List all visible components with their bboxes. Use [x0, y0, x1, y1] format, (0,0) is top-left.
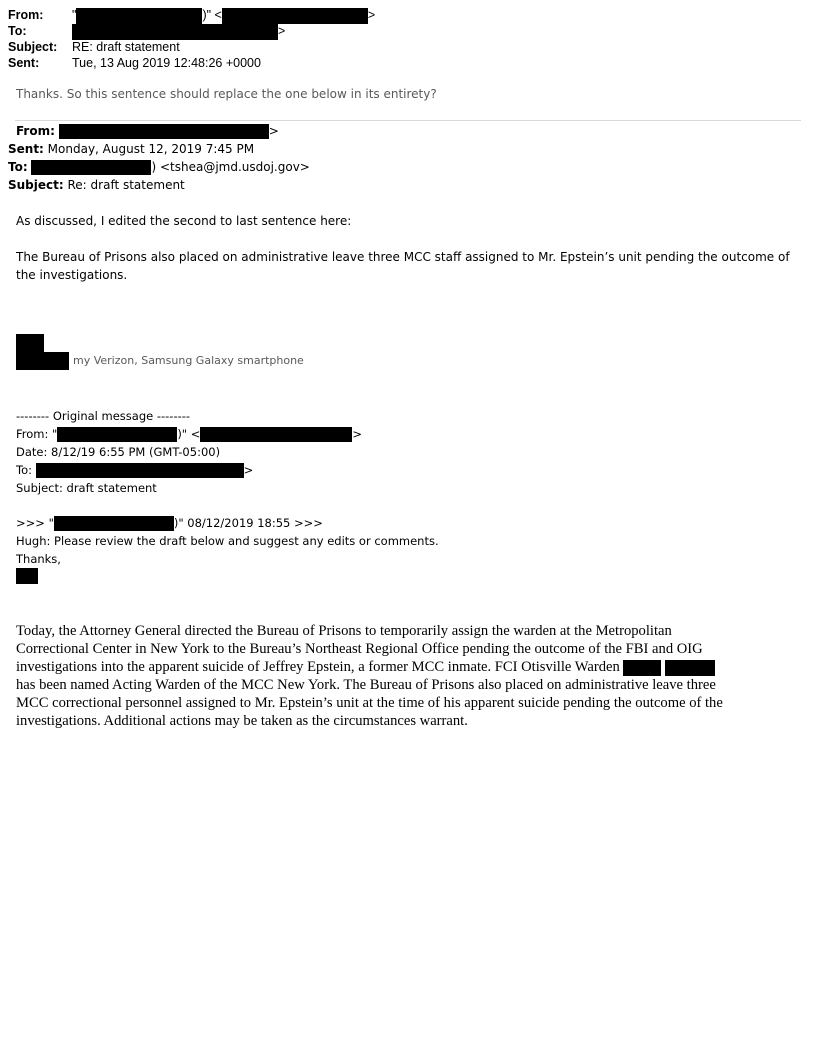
original-to-row	[16, 461, 253, 479]
quoted-from-close: >	[268, 124, 279, 138]
redaction-block	[222, 8, 368, 24]
bop-sentence-line-2: the investigations.	[16, 268, 128, 282]
statement-line-4: has been named Acting Warden of the MCC New York. The Bureau of Prisons also placed on administrative leave three	[16, 677, 716, 693]
original-from-label: From: "	[16, 427, 58, 441]
original-date-row: Date: 8/12/19 6:55 PM (GMT-05:00)	[16, 445, 221, 459]
redaction-block	[16, 334, 44, 352]
quoted-subject-value: Re: draft statement	[63, 178, 185, 192]
original-from-row	[16, 425, 362, 443]
redaction-block	[665, 660, 715, 676]
redaction-block	[200, 427, 352, 442]
header-sent-row	[8, 55, 261, 71]
statement-line-2: Correctional Center in New York to the Bureau’s Northeast Regional Office pending the outcome of the FBI and OIG	[16, 641, 703, 657]
statement-line-6: investigations. Additional actions may be taken as the circumstances warrant.	[16, 713, 468, 729]
quoted-from-label: From:	[16, 124, 55, 138]
redaction-block	[16, 568, 38, 584]
original-from-close: >	[352, 427, 363, 441]
statement-line-3	[16, 659, 715, 677]
original-subject-row: Subject: draft statement	[16, 481, 157, 495]
hugh-line: Hugh: Please review the draft below and suggest any edits or comments.	[16, 534, 439, 548]
redaction-block	[16, 352, 69, 370]
reply-text: Thanks. So this sentence should replace the one below in its entirety?	[16, 87, 437, 101]
signature-text: my Verizon, Samsung Galaxy smartphone	[73, 354, 304, 367]
header-subject-label: Subject:	[8, 40, 58, 54]
bop-sentence-line-1: The Bureau of Prisons also placed on administrative leave three MCC staff assigned to Mr. Epstein’s unit pending the outcome of	[16, 250, 790, 264]
forward-line	[16, 514, 323, 532]
header-from-quote: "	[72, 8, 77, 22]
redaction-block	[36, 463, 244, 478]
divider-line	[15, 120, 801, 121]
thanks-line: Thanks,	[16, 552, 61, 566]
header-subject-value: RE: draft statement	[72, 40, 180, 54]
quoted-from-row	[16, 122, 279, 140]
redaction-block	[57, 427, 177, 442]
header-subject-row	[8, 39, 180, 55]
header-to-row	[8, 23, 285, 40]
header-from-mid: )" <	[202, 8, 222, 22]
header-from-row	[8, 7, 375, 24]
forward-prefix: >>> "	[16, 516, 54, 530]
redaction-block	[31, 160, 151, 175]
quoted-sent-row	[8, 140, 254, 158]
header-from-close: >	[367, 8, 376, 22]
header-sent-label: Sent:	[8, 56, 40, 70]
redaction-block	[76, 8, 202, 24]
quoted-to-value: ) <tshea@jmd.usdoj.gov>	[151, 160, 310, 174]
original-to-close: >	[243, 463, 254, 477]
quoted-sent-label: Sent:	[8, 142, 44, 156]
original-from-mid: )" <	[177, 427, 201, 441]
statement-line-1: Today, the Attorney General directed the Bureau of Prisons to temporarily assign the warden at the Metropolitan	[16, 623, 672, 639]
header-sent-value: Tue, 13 Aug 2019 12:48:26 +0000	[72, 56, 261, 70]
quoted-to-label: To:	[8, 160, 28, 174]
redaction-block	[59, 124, 269, 139]
discussed-text: As discussed, I edited the second to last sentence here:	[16, 214, 352, 228]
quoted-to-row	[8, 158, 310, 176]
header-to-close: >	[278, 24, 286, 38]
quoted-sent-value: Monday, August 12, 2019 7:45 PM	[43, 142, 255, 156]
forward-suffix: )" 08/12/2019 18:55 >>>	[173, 516, 323, 530]
statement-line-3-text: investigations into the apparent suicide of Jeffrey Epstein, a former MCC inmate. FCI Otisville Warden	[16, 659, 620, 675]
redaction-block	[72, 24, 278, 40]
original-to-label: To:	[16, 463, 32, 477]
header-to-label: To:	[8, 24, 27, 38]
statement-line-5: MCC correctional personnel assigned to Mr. Epstein’s unit at the time of his apparent suicide pending the outcome of the	[16, 695, 723, 711]
redaction-block	[623, 660, 661, 676]
original-message-divider: -------- Original message --------	[16, 409, 191, 423]
header-from-label: From:	[8, 8, 44, 22]
redaction-block	[54, 516, 174, 531]
quoted-subject-label: Subject:	[8, 178, 64, 192]
quoted-subject-row	[8, 176, 185, 194]
